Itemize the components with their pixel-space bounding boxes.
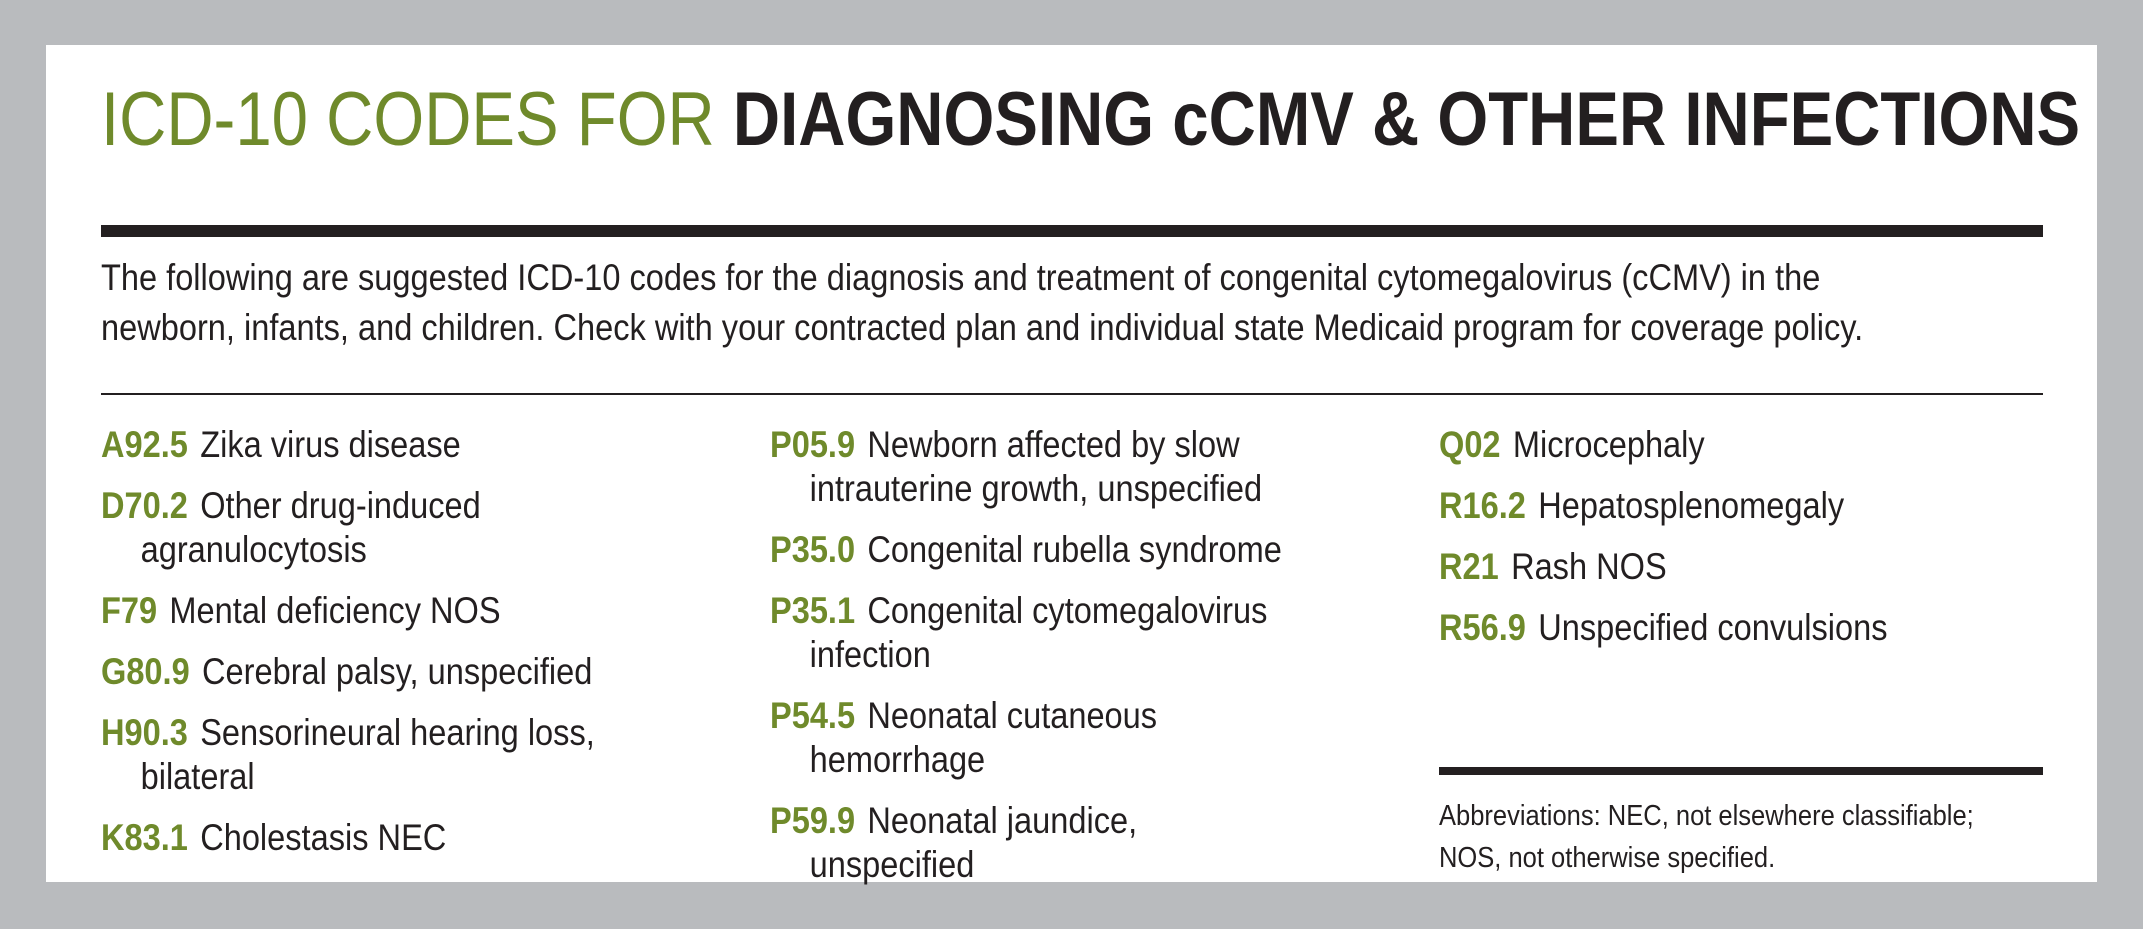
code-entry: [101, 484, 717, 572]
page-title: [101, 75, 2081, 165]
code-entry: [101, 711, 717, 799]
icd10-card: [46, 45, 2097, 885]
code-entry: [1439, 545, 2055, 589]
icd-code: R16.2: [1439, 485, 1526, 526]
code-description: Rash NOS: [1511, 546, 1667, 587]
code-description: Zika virus disease: [200, 424, 461, 465]
code-description: Mental deficiency NOS: [169, 590, 501, 631]
code-entry: [770, 694, 1421, 782]
code-description: Congenital rubella syndrome: [867, 529, 1282, 570]
icd-code: P05.9: [770, 424, 856, 465]
code-entry: [101, 423, 717, 467]
code-column-2: [770, 423, 1421, 904]
icd-code: R56.9: [1439, 607, 1526, 648]
code-description-continued: unspecified: [809, 844, 975, 885]
icd-code: P54.5: [770, 695, 856, 736]
intro-line: newborn, infants, and children. Check with your contracted plan and individual state Medicaid program for coverage policy.: [101, 307, 1864, 348]
title-main: DIAGNOSING cCMV & OTHER INFECTIONS: [732, 77, 2081, 162]
title-divider: [101, 225, 2043, 237]
code-description: Hepatosplenomegaly: [1538, 485, 1845, 526]
icd-code: Q02: [1439, 424, 1501, 465]
code-description: Sensorineural hearing loss,: [200, 712, 595, 753]
code-entry: [770, 589, 1421, 677]
code-description-continued: bilateral: [140, 756, 255, 797]
icd-code: H90.3: [101, 712, 188, 753]
icd-code: F79: [101, 590, 158, 631]
code-entry: [1439, 423, 2055, 467]
icd-code: P59.9: [770, 800, 856, 841]
card-content: [101, 75, 2081, 885]
icd-code: A92.5: [101, 424, 188, 465]
code-entry: [770, 423, 1421, 511]
code-entry: [1439, 606, 2055, 650]
code-description: Cerebral palsy, unspecified: [202, 651, 593, 692]
code-entry: [770, 528, 1421, 572]
code-description: Microcephaly: [1512, 424, 1705, 465]
icd-code: G80.9: [101, 651, 190, 692]
code-description-continued: infection: [809, 634, 931, 675]
code-entry: [1439, 484, 2055, 528]
code-description: Neonatal cutaneous: [867, 695, 1158, 736]
code-description: Congenital cytomegalovirus: [867, 590, 1268, 631]
icd-code: P35.0: [770, 529, 856, 570]
code-description: Other drug-induced: [200, 485, 481, 526]
icd-code: K83.1: [101, 817, 188, 858]
code-description-continued: intrauterine growth, unspecified: [809, 468, 1263, 509]
icd-code: R21: [1439, 546, 1499, 587]
icd-code: P35.1: [770, 590, 856, 631]
icd-code: D70.2: [101, 485, 188, 526]
code-description: Unspecified convulsions: [1538, 607, 1888, 648]
code-entry: [101, 816, 717, 860]
code-description-continued: agranulocytosis: [140, 529, 367, 570]
intro-paragraph: [101, 253, 1993, 353]
intro-line: The following are suggested ICD-10 codes for the diagnosis and treatment of congenital cytomegalovirus (cCMV) in the: [101, 257, 1821, 298]
code-column-3: [1439, 423, 2055, 667]
code-description: Cholestasis NEC: [200, 817, 447, 858]
code-description: Newborn affected by slow: [867, 424, 1240, 465]
abbreviations-divider: [1439, 767, 2043, 775]
code-column-1: [101, 423, 717, 877]
abbreviations-line: Abbreviations: NEC, not elsewhere classifiable;: [1439, 800, 1974, 832]
code-entry: [770, 799, 1421, 887]
code-description-continued: hemorrhage: [809, 739, 986, 780]
code-entry: [101, 589, 717, 633]
abbreviations-note: [1439, 795, 2090, 879]
title-prefix: ICD-10 CODES FOR: [101, 77, 715, 162]
abbreviations-line: NOS, not otherwise specified.: [1439, 842, 1776, 874]
code-description: Neonatal jaundice,: [867, 800, 1138, 841]
code-entry: [101, 650, 717, 694]
intro-divider: [101, 393, 2043, 395]
